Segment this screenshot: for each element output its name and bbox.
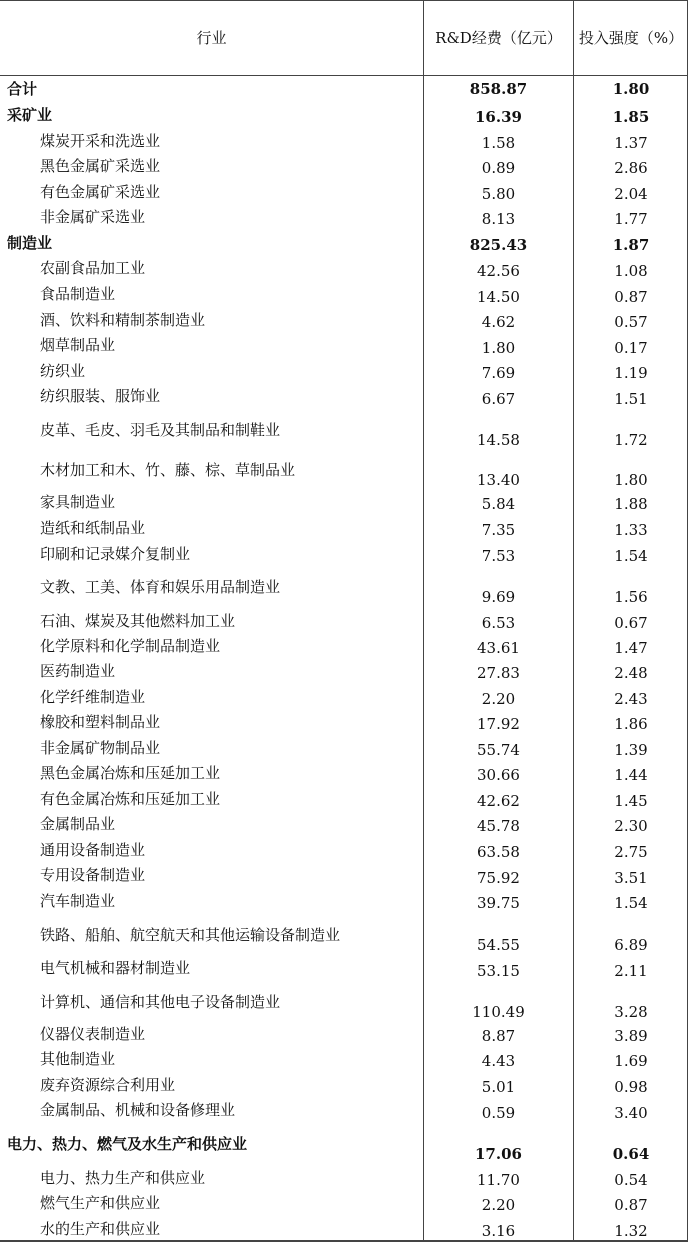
intensity-value: 2.30	[614, 817, 648, 835]
intensity-value: 1.77	[614, 210, 648, 228]
industry-name: 煤炭开采和洗选业	[40, 132, 161, 150]
rd-funds-value: 39.75	[477, 894, 520, 912]
intensity-value: 1.80	[612, 80, 650, 98]
rd-funds-value: 1.80	[481, 339, 516, 357]
rd-funds-value: 16.39	[475, 108, 522, 126]
industry-name: 水的生产和供应业	[40, 1220, 161, 1238]
rd-funds-value: 1.58	[481, 134, 516, 152]
industry-name: 木材加工和木、竹、藤、棕、草制品业	[40, 461, 296, 479]
rd-funds-value: 7.35	[481, 521, 516, 539]
rd-funds-value: 54.55	[477, 936, 520, 954]
rd-funds-value: 3.16	[481, 1222, 516, 1240]
rd-funds-value: 42.56	[477, 262, 520, 280]
rd-funds-value: 6.67	[481, 390, 516, 408]
header-industry: 行业	[196, 29, 227, 47]
industry-name: 计算机、通信和其他电子设备制造业	[40, 993, 281, 1011]
industry-name: 有色金属矿采选业	[40, 183, 161, 201]
rd-funds-value: 858.87	[469, 80, 528, 98]
industry-name: 电力、热力生产和供应业	[40, 1169, 206, 1187]
intensity-value: 0.57	[614, 313, 648, 331]
intensity-value: 0.54	[614, 1171, 648, 1189]
rd-funds-value: 9.69	[481, 588, 516, 606]
intensity-value: 0.87	[614, 1196, 648, 1214]
rd-funds-value: 14.50	[477, 288, 520, 306]
intensity-value: 1.86	[614, 715, 648, 733]
industry-name: 金属制品业	[40, 815, 116, 833]
industry-name: 酒、饮料和精制茶制造业	[40, 311, 206, 329]
rd-funds-value: 53.15	[477, 962, 520, 980]
intensity-value: 2.75	[614, 843, 648, 861]
industry-name: 仪器仪表制造业	[40, 1025, 146, 1043]
rd-funds-value: 7.53	[481, 547, 516, 565]
intensity-value: 1.39	[614, 741, 648, 759]
rd-funds-value: 45.78	[477, 817, 520, 835]
rd-funds-value: 14.58	[477, 431, 520, 449]
intensity-value: 1.85	[612, 108, 650, 126]
rd-funds-value: 5.84	[481, 495, 516, 513]
industry-name: 家具制造业	[40, 493, 116, 511]
intensity-value: 1.37	[614, 134, 648, 152]
rd-funds-value: 17.06	[475, 1145, 522, 1163]
industry-name: 电气机械和器材制造业	[40, 959, 191, 977]
intensity-value: 1.69	[614, 1052, 648, 1070]
header-intensity: 投入强度（%）	[578, 29, 684, 47]
intensity-value: 0.64	[612, 1145, 650, 1163]
industry-name: 烟草制品业	[40, 336, 116, 354]
rd-funds-value: 75.92	[477, 869, 520, 887]
industry-name: 电力、热力、燃气及水生产和供应业	[7, 1135, 248, 1153]
industry-name: 医药制造业	[40, 662, 116, 680]
industry-name: 农副食品加工业	[40, 259, 146, 277]
intensity-value: 3.28	[614, 1003, 648, 1021]
industry-name: 制造业	[7, 234, 53, 252]
industry-name: 非金属矿采选业	[40, 208, 146, 226]
industry-name: 文教、工美、体育和娱乐用品制造业	[40, 578, 281, 596]
rd-funds-value: 0.89	[481, 159, 516, 177]
rd-funds-value: 13.40	[477, 471, 520, 489]
intensity-value: 1.88	[614, 495, 648, 513]
industry-name: 橡胶和塑料制品业	[40, 713, 161, 731]
intensity-value: 1.87	[612, 236, 650, 254]
industry-name: 皮革、毛皮、羽毛及其制品和制鞋业	[40, 421, 281, 439]
intensity-value: 1.51	[614, 390, 648, 408]
rd-funds-value: 2.20	[481, 1196, 516, 1214]
intensity-value: 1.19	[614, 364, 648, 382]
industry-name: 纺织服装、服饰业	[40, 387, 161, 405]
rd-funds-value: 30.66	[477, 766, 520, 784]
industry-name: 专用设备制造业	[40, 866, 146, 884]
intensity-value: 1.08	[614, 262, 648, 280]
rd-funds-value: 55.74	[477, 741, 520, 759]
industry-name: 其他制造业	[40, 1050, 116, 1068]
intensity-value: 1.47	[614, 639, 648, 657]
rd-funds-value: 63.58	[477, 843, 520, 861]
rd-funds-value: 825.43	[469, 236, 528, 254]
rd-funds-value: 5.80	[481, 185, 516, 203]
industry-name: 造纸和纸制品业	[40, 519, 146, 537]
intensity-value: 6.89	[614, 936, 648, 954]
intensity-value: 0.17	[614, 339, 648, 357]
intensity-value: 2.04	[614, 185, 648, 203]
industry-name: 合计	[7, 80, 38, 98]
industry-name: 燃气生产和供应业	[40, 1194, 161, 1212]
industry-name: 化学纤维制造业	[40, 688, 146, 706]
header-rd-funds: R&D经费（亿元）	[435, 29, 562, 47]
rd-funds-value: 4.62	[481, 313, 516, 331]
intensity-value: 1.44	[614, 766, 648, 784]
rd-funds-value: 27.83	[477, 664, 520, 682]
rd-funds-value: 43.61	[477, 639, 520, 657]
intensity-value: 1.54	[614, 547, 648, 565]
rd-funds-value: 0.59	[481, 1104, 516, 1122]
rd-funds-value: 7.69	[481, 364, 516, 382]
intensity-value: 2.43	[614, 690, 648, 708]
rd-funds-value: 110.49	[472, 1003, 525, 1021]
intensity-value: 1.56	[614, 588, 648, 606]
intensity-value: 1.80	[614, 471, 648, 489]
intensity-value: 3.51	[614, 869, 648, 887]
rd-funds-value: 4.43	[481, 1052, 516, 1070]
rd-funds-value: 17.92	[477, 715, 520, 733]
intensity-value: 0.67	[614, 614, 648, 632]
rd-funds-value: 42.62	[477, 792, 520, 810]
intensity-value: 1.72	[614, 431, 648, 449]
industry-name: 金属制品、机械和设备修理业	[40, 1101, 236, 1119]
industry-name: 铁路、船舶、航空航天和其他运输设备制造业	[40, 926, 341, 944]
header-rule	[0, 75, 688, 76]
intensity-value: 1.45	[614, 792, 648, 810]
intensity-value: 2.48	[614, 664, 648, 682]
industry-name: 黑色金属矿采选业	[40, 157, 161, 175]
rd-funds-value: 8.87	[481, 1027, 516, 1045]
rd-funds-value: 11.70	[477, 1171, 520, 1189]
intensity-value: 1.33	[614, 521, 648, 539]
intensity-value: 2.86	[614, 159, 648, 177]
industry-name: 食品制造业	[40, 285, 116, 303]
industry-name: 化学原料和化学制品制造业	[40, 637, 221, 655]
intensity-value: 0.87	[614, 288, 648, 306]
industry-name: 印刷和记录媒介复制业	[40, 545, 191, 563]
intensity-value: 3.89	[614, 1027, 648, 1045]
intensity-value: 1.54	[614, 894, 648, 912]
intensity-value: 3.40	[614, 1104, 648, 1122]
industry-name: 汽车制造业	[40, 892, 116, 910]
rd-funds-value: 5.01	[481, 1078, 516, 1096]
industry-name: 有色金属冶炼和压延加工业	[40, 790, 221, 808]
industry-name: 石油、煤炭及其他燃料加工业	[40, 612, 236, 630]
top-rule	[0, 0, 688, 1]
industry-name: 非金属矿物制品业	[40, 739, 161, 757]
industry-name: 采矿业	[7, 106, 53, 124]
rd-funds-value: 6.53	[481, 614, 516, 632]
intensity-value: 0.98	[614, 1078, 648, 1096]
industry-name: 废弃资源综合利用业	[40, 1076, 176, 1094]
intensity-value: 2.11	[614, 962, 648, 980]
intensity-value: 1.32	[614, 1222, 648, 1240]
rd-funds-value: 8.13	[481, 210, 516, 228]
industry-name: 黑色金属冶炼和压延加工业	[40, 764, 221, 782]
industry-name: 纺织业	[40, 362, 86, 380]
rd-funds-value: 2.20	[481, 690, 516, 708]
industry-name: 通用设备制造业	[40, 841, 146, 859]
